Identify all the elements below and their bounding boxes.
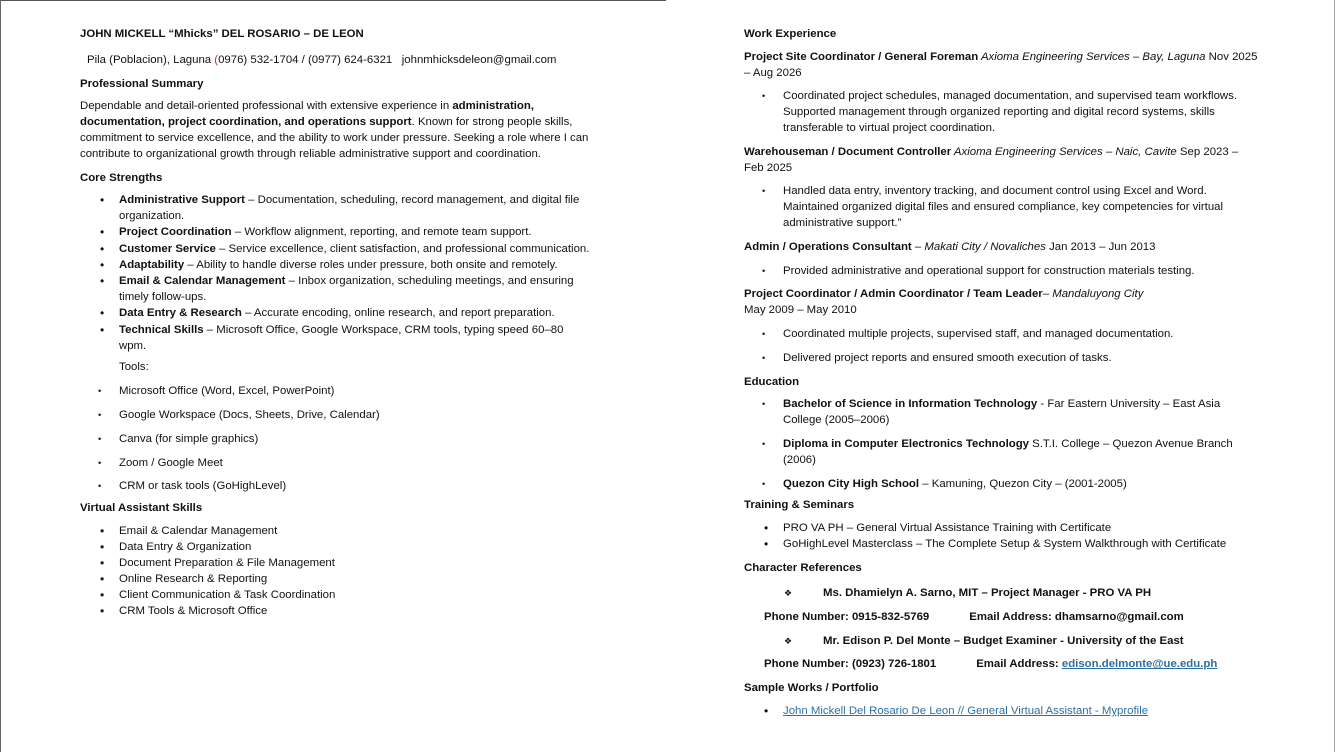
reference-phone: Phone Number: 0915-832-5769 <box>764 610 930 623</box>
job-title-line <box>744 240 1259 256</box>
tools-list <box>80 384 592 495</box>
work-heading: Work Experience <box>744 28 837 40</box>
strength-desc: – Ability to handle diverse roles under pressure, both onsite and remotely. <box>184 259 558 272</box>
strength-title: Customer Service <box>119 242 216 255</box>
list-item: • Handled data entry, inventory tracking, and document control using Excel and Word. Maintained organized digital files and ensured compliance, key competencies for virtual administrative support.” <box>744 184 1259 231</box>
degree-title: Quezon City High School <box>783 477 920 490</box>
tools-label: Tools: <box>119 361 149 374</box>
list-item: • PRO VA PH – General Virtual Assistance Training with Certificate <box>744 521 1259 537</box>
training-heading: Training & Seminars <box>744 499 855 512</box>
job-title: Project Coordinator / Admin Coordinator / Team Leader <box>744 288 1043 301</box>
school-details: - Far Eastern University – East Asia College (2005–2006) <box>783 398 1221 427</box>
reference-contact <box>764 657 1259 673</box>
page-left-edge <box>0 0 1 752</box>
school-details: – Kamuning, Quezon City – (2001-2005) <box>919 477 1127 490</box>
list-item <box>744 477 1259 493</box>
training-list <box>744 521 1259 553</box>
list-item <box>80 242 592 258</box>
job-company: Axioma Engineering Services – Naic, Cavite <box>951 145 1177 158</box>
list-item: • CRM Tools & Microsoft Office <box>80 604 592 620</box>
reference-phone: Phone Number: (0923) 726-1801 <box>764 658 937 671</box>
job-bullets <box>744 184 1259 231</box>
reference-name: ❖ Mr. Edison P. Del Monte – Budget Examiner - University of the East <box>744 634 1259 650</box>
education-heading: Education <box>744 375 800 388</box>
strength-desc: – Accurate encoding, online research, and report preparation. <box>241 307 555 320</box>
contact-line <box>87 53 592 69</box>
job-dates: Jan 2013 – Jun 2013 <box>1045 240 1156 253</box>
list-item <box>80 306 592 322</box>
strength-desc: – Service excellence, client satisfaction, and professional communication. <box>215 242 590 255</box>
list-item: • Canva (for simple graphics) <box>80 432 592 448</box>
summary-text-start: Dependable and detail-oriented professional with extensive experience in <box>80 100 453 113</box>
strength-title: Data Entry & Research <box>119 307 242 320</box>
job-bullets <box>744 327 1259 367</box>
list-item: • Client Communication & Task Coordination <box>80 588 592 604</box>
list-item <box>80 323 592 355</box>
job-bullets <box>744 89 1259 136</box>
list-item <box>744 397 1259 429</box>
job-title-line <box>744 145 1259 177</box>
strength-desc: – Microsoft Office, Google Workspace, CRM tools, typing speed 60–80 wpm. <box>119 323 564 352</box>
job-company: Axioma Engineering Services – Bay, Laguna <box>978 50 1206 63</box>
job-dates: Sep 2023 – Feb 2025 <box>744 145 1239 174</box>
page-top-border <box>0 0 666 1</box>
summary-text-bold: administration, documentation, project coordination, and operations support <box>80 100 534 129</box>
phone-numbers: 0976) 532-1704 / (0977) 624-6321 <box>218 53 393 66</box>
school-details: S.T.I. College – Quezon Avenue Branch (2006) <box>783 437 1233 466</box>
strength-desc: – Workflow alignment, reporting, and remote team support. <box>231 226 532 239</box>
list-item: • Microsoft Office (Word, Excel, PowerPoint) <box>80 384 592 400</box>
summary-text <box>80 99 592 162</box>
reference-name: ❖ Ms. Dhamielyn A. Sarno, MIT – Project Manager - PRO VA PH <box>744 586 1259 602</box>
list-item: • Document Preparation & File Management <box>80 556 592 572</box>
degree-title: Bachelor of Science in Information Technology <box>783 398 1038 411</box>
reference-email: dhamsarno@gmail.com <box>1054 610 1184 623</box>
strength-desc: – Documentation, scheduling, record management, and digital file organization. <box>119 194 580 223</box>
job-company: – Mandaluyong City <box>1042 288 1144 301</box>
list-item <box>744 437 1259 469</box>
reference-email-link[interactable]: edison.delmonte@ue.edu.ph <box>1061 658 1218 671</box>
list-item: • Data Entry & Organization <box>80 540 592 556</box>
core-strengths-heading: Core Strengths <box>80 171 163 184</box>
reference-email-label: Email Address: <box>969 610 1055 623</box>
list-item: • Email & Calendar Management <box>80 524 592 540</box>
degree-title: Diploma in Computer Electronics Technology <box>783 437 1029 450</box>
job-company: – Makati City / Novaliches <box>911 240 1046 253</box>
reference-contact <box>764 610 1259 626</box>
va-skills-heading: Virtual Assistant Skills <box>80 502 203 515</box>
phone-paren: ( <box>214 53 219 66</box>
job-title: Warehouseman / Document Controller <box>744 145 952 158</box>
summary-heading: Professional Summary <box>80 77 204 90</box>
list-item: • GoHighLevel Masterclass – The Complete Setup & System Walkthrough with Certificate <box>744 537 1259 553</box>
strength-title: Email & Calendar Management <box>119 275 286 288</box>
list-item <box>80 258 592 274</box>
strength-title: Administrative Support <box>119 194 245 207</box>
right-column <box>744 27 1259 720</box>
list-item <box>80 274 592 306</box>
job-title-line <box>744 287 1144 319</box>
job-title: Admin / Operations Consultant <box>744 240 912 253</box>
reference-email-label: Email Address: <box>976 658 1062 671</box>
job-bullets <box>744 264 1259 280</box>
summary-text-end: . Known for strong people skills, commitment to service excellence, and the ability to work under pressure. Seeking a role where I can contribute to organizational growth through reliable administrative support and coordination. <box>80 116 589 160</box>
list-item: • Provided administrative and operational support for construction materials testing. <box>744 264 1259 280</box>
list-item: • Coordinated multiple projects, supervised staff, and managed documentation. <box>744 327 1259 343</box>
list-item <box>80 225 592 241</box>
list-item: • Google Workspace (Docs, Sheets, Drive, Calendar) <box>80 408 592 424</box>
strength-title: Project Coordination <box>119 226 232 239</box>
list-item <box>744 704 1259 720</box>
portfolio-link[interactable]: John Mickell Del Rosario De Leon // General Virtual Assistant - Myprofile <box>783 705 1149 717</box>
list-item: • Zoom / Google Meet <box>80 456 592 472</box>
list-item: • Delivered project reports and ensured smooth execution of tasks. <box>744 351 1259 367</box>
references-heading: Character References <box>744 562 862 575</box>
va-skills-list <box>80 524 592 620</box>
job-dates: May 2009 – May 2010 <box>744 304 857 317</box>
education-list <box>744 397 1259 492</box>
left-column <box>80 27 592 620</box>
job-title-line <box>744 50 1259 82</box>
list-item <box>80 193 592 225</box>
list-item: • Coordinated project schedules, managed documentation, and supervised team workflows. Supported management through organized reporting and digital record systems, skills transferable to virtual project coordination. <box>744 89 1259 136</box>
list-item: • Online Research & Reporting <box>80 572 592 588</box>
job-title: Project Site Coordinator / General Foreman <box>744 50 979 63</box>
applicant-name: JOHN MICKELL “Mhicks” DEL ROSARIO – DE LEON <box>80 28 364 40</box>
job-dates: Nov 2025 – Aug 2026 <box>744 50 1258 79</box>
list-item: • CRM or task tools (GoHighLevel) <box>80 479 592 495</box>
address: Pila (Poblacion), Laguna <box>87 53 215 66</box>
portfolio-heading: Sample Works / Portfolio <box>744 682 879 695</box>
strength-desc: – Inbox organization, scheduling meetings, and ensuring timely follow-ups. <box>119 275 574 304</box>
strength-title: Technical Skills <box>119 323 204 336</box>
strength-title: Adaptability <box>119 259 185 272</box>
core-strengths-list <box>80 193 592 354</box>
email-address: johnmhicksdeleon@gmail.com <box>401 53 557 66</box>
portfolio-list <box>744 704 1259 720</box>
